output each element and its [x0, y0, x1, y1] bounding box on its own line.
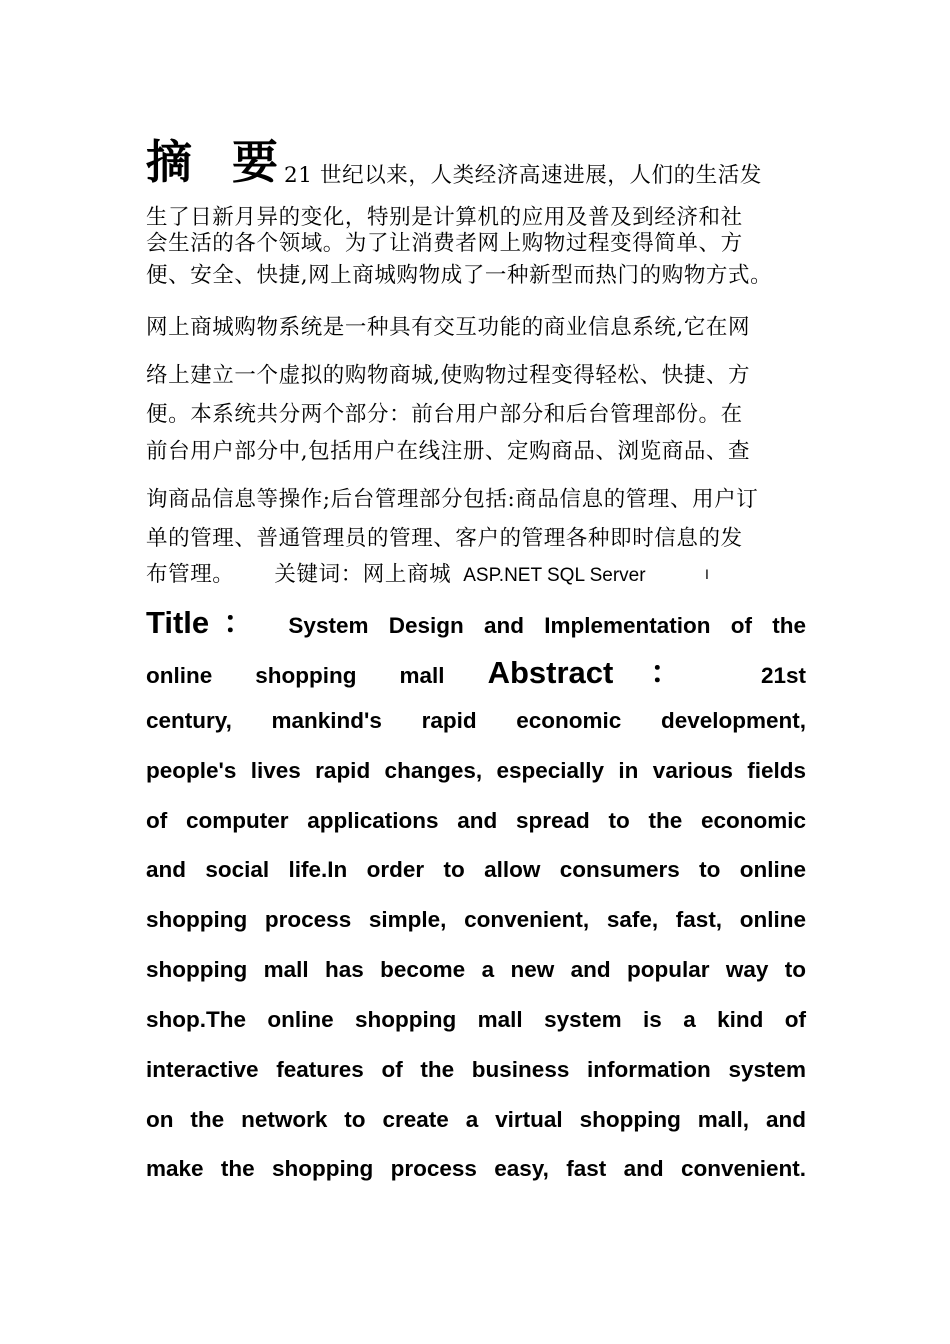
- abstract-en-line: shopping mall has become a new and popular way to: [146, 957, 806, 982]
- keywords-latin: ASP.NET SQL Server: [463, 565, 646, 586]
- abstract-heading-cn: 摘 要: [146, 135, 291, 189]
- title-line-en: [146, 604, 806, 645]
- abstract-en-line: shopping process simple, convenient, safe, fast, online: [146, 907, 806, 932]
- abstract-en-line2-end: 21st: [760, 663, 806, 688]
- abstract-line-en-2: [146, 654, 806, 695]
- abstract-cn-line: 询商品信息等操作;后台管理部分包括:商品信息的管理、用户订: [146, 487, 759, 512]
- abstract-en-line2-start: online shopping mall: [146, 663, 445, 688]
- abstract-en-line: interactive features of the business information system: [146, 1057, 806, 1082]
- abstract-en-line: make the shopping process easy, fast and convenient.: [146, 1156, 806, 1181]
- abstract-cn-line: 单的管理、普通管理员的管理、客户的管理各种即时信息的发: [146, 526, 743, 551]
- abstract-en-line: and social life.In order to allow consumers to online: [146, 857, 806, 882]
- keywords-label-cn: 关键词：网上商城: [274, 562, 452, 587]
- abstract-label-en: Abstract：: [487, 655, 718, 690]
- abstract-cn-line: 前台用户部分中,包括用户在线注册、定购商品、浏览商品、查: [146, 439, 751, 464]
- abstract-cn-last-text: 布管理。: [146, 562, 235, 587]
- abstract-cn-line: 生了日新月异的变化，特别是计算机的应用及普及到经济和社: [146, 205, 743, 230]
- abstract-cn-line: 便。本系统共分两个部分：前台用户部分和后台管理部份。在: [146, 402, 743, 427]
- abstract-cn-line-1: 21 世纪以来，人类经济高速进展，人们的生活发: [284, 163, 762, 188]
- abstract-en-line: shop.The online shopping mall system is a kind of: [146, 1007, 806, 1032]
- abstract-en-line: century, mankind's rapid economic development,: [146, 708, 806, 733]
- title-text-en: System Design and Implementation of the: [288, 613, 806, 638]
- abstract-cn-line: 络上建立一个虚拟的购物商城,使购物过程变得轻松、快捷、方: [146, 363, 751, 388]
- abstract-en-line: people's lives rapid changes, especially in various fields: [146, 758, 806, 783]
- abstract-cn-line: 网上商城购物系统是一种具有交互功能的商业信息系统,它在网: [146, 315, 751, 340]
- abstract-cn-line: 会生活的各个领域。为了让消费者网上购物过程变得简单、方: [146, 231, 743, 256]
- abstract-en-line: on the network to create a virtual shopping mall, and: [146, 1107, 806, 1132]
- abstract-cn-line: 便、安全、快捷,网上商城购物成了一种新型而热门的购物方式。: [146, 263, 773, 288]
- abstract-en-line: of computer applications and spread to the economic: [146, 808, 806, 833]
- page-number-mark: I: [705, 566, 709, 582]
- abstract-cn-last-line: [146, 557, 646, 588]
- title-label-en: Title：: [146, 605, 269, 640]
